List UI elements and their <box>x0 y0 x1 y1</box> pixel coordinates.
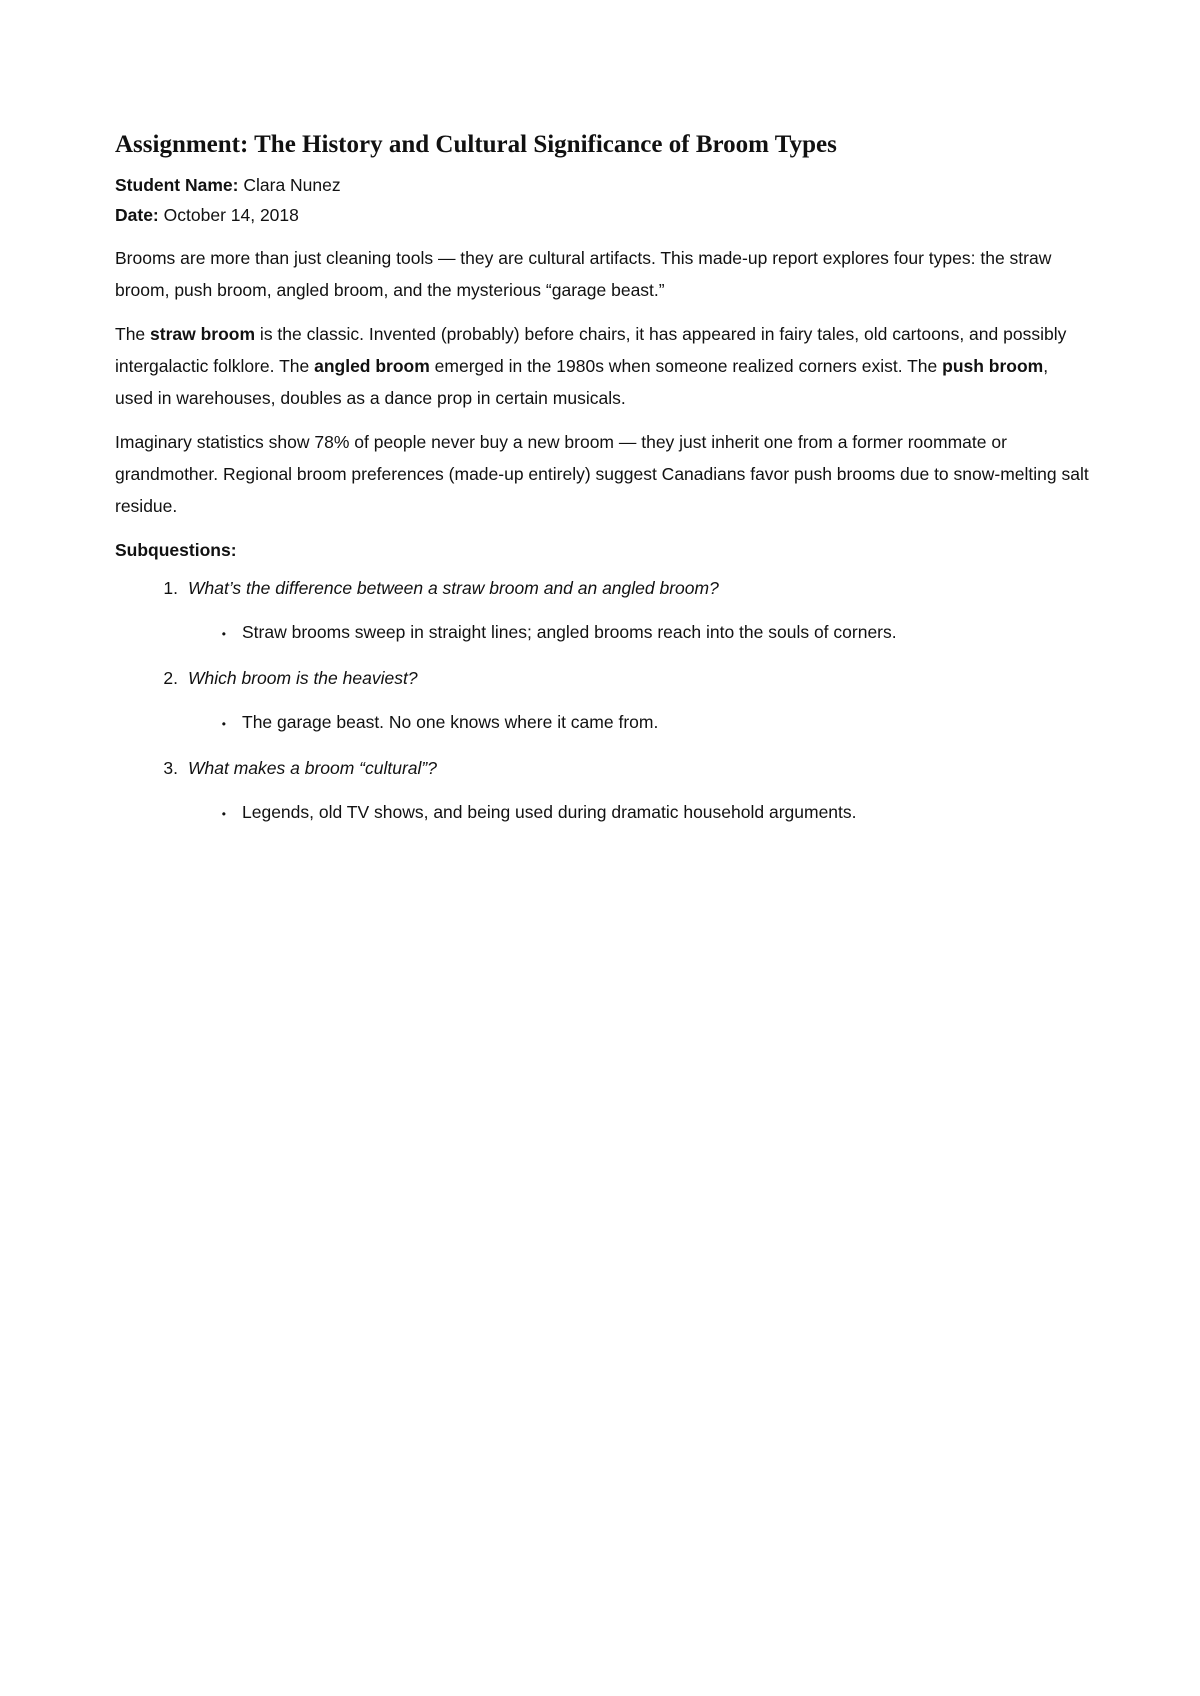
answer-row <box>115 706 1090 740</box>
student-name-line <box>115 170 1090 200</box>
date-value: October 14, 2018 <box>163 205 299 225</box>
date-line <box>115 200 1090 230</box>
paragraph-text: emerged in the 1980s when someone realized corners exist. The <box>429 356 943 376</box>
document-title: Assignment: The History and Cultural Significance of Broom Types <box>115 131 837 158</box>
answer-text: Legends, old TV shows, and being used during dramatic household arguments. <box>242 802 857 822</box>
answer-row <box>115 796 1090 830</box>
term-angled-broom: angled broom <box>314 356 430 376</box>
student-name-value: Clara Nunez <box>243 175 341 195</box>
bullet-icon: • <box>221 627 226 641</box>
term-straw-broom: straw broom <box>150 324 256 344</box>
subquestion-item <box>115 662 1090 740</box>
bullet-icon: • <box>221 717 226 731</box>
broom-types-paragraph <box>115 318 1090 414</box>
answer-row <box>115 616 1090 650</box>
question-number: 1. <box>163 578 178 598</box>
bullet-icon: • <box>221 807 226 821</box>
question-text: What makes a broom “cultural”? <box>188 758 437 778</box>
question-number: 2. <box>163 668 178 688</box>
question-number: 3. <box>163 758 178 778</box>
subquestions-heading: Subquestions: <box>115 540 237 560</box>
document-body <box>115 128 1090 842</box>
paragraph-text: The <box>115 324 151 344</box>
intro-paragraph: Brooms are more than just cleaning tools — they are cultural artifacts. This made-up report explores four types: the straw broom, push broom, angled broom, and the mysterious “garage beast.” <box>115 248 1052 300</box>
question-text: What’s the difference between a straw broom and an angled broom? <box>188 578 719 598</box>
student-name-label: Student Name: <box>115 175 239 195</box>
subquestion-item <box>115 752 1090 830</box>
date-label: Date: <box>115 205 159 225</box>
statistics-paragraph: Imaginary statistics show 78% of people never buy a new broom — they just inherit one from a former roommate or grandmother. Regional broom preferences (made-up entirely) suggest Canadians favor push brooms due to snow-melting salt residue. <box>115 432 1089 516</box>
answer-text: The garage beast. No one knows where it came from. <box>242 712 659 732</box>
term-push-broom: push broom <box>942 356 1044 376</box>
question-row <box>115 752 1090 784</box>
paragraph-text: , used in warehouses, doubles as a dance prop in certain musicals. <box>115 356 1049 408</box>
question-row <box>115 662 1090 694</box>
subquestions-list <box>115 572 1090 830</box>
answer-text: Straw brooms sweep in straight lines; angled brooms reach into the souls of corners. <box>242 622 897 642</box>
subquestion-item <box>115 572 1090 650</box>
paragraph-text: is the classic. Invented (probably) before chairs, it has appeared in fairy tales, old cartoons, and possibly intergalactic folklore. The <box>115 324 1067 376</box>
question-row <box>115 572 1090 604</box>
question-text: Which broom is the heaviest? <box>188 668 418 688</box>
